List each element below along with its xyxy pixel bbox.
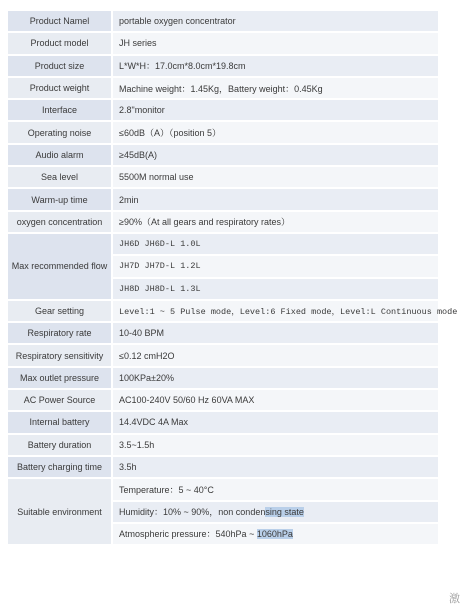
spec-value: 2min xyxy=(113,189,438,209)
humidity-text: Humidity：10% ~ 90%，non conden xyxy=(119,507,266,518)
spec-label: Suitable environment xyxy=(8,479,111,544)
spec-row xyxy=(8,368,438,388)
text-highlight: 1060hPa xyxy=(256,529,293,540)
spec-row xyxy=(8,345,438,365)
spec-row xyxy=(8,234,438,254)
spec-row xyxy=(8,301,438,321)
spec-value: ≥90%（At all gears and respiratory rates） xyxy=(113,212,438,232)
spec-row xyxy=(8,56,438,76)
spec-label: Audio alarm xyxy=(8,145,111,165)
spec-row xyxy=(8,412,438,432)
spec-value: JH6D JH6D-L 1.0L xyxy=(113,234,438,254)
spec-row xyxy=(8,212,438,232)
spec-label: Sea level xyxy=(8,167,111,187)
spec-value: portable oxygen concentrator xyxy=(113,11,438,31)
corner-watermark-text: 激 xyxy=(449,593,460,605)
spec-value: 100KPa±20% xyxy=(113,368,438,388)
spec-label: Respiratory sensitivity xyxy=(8,345,111,365)
spec-row xyxy=(8,33,438,53)
spec-value: Level:1 ~ 5 Pulse mode，Level:6 Fixed mode，Level:L Continuous mode xyxy=(113,301,438,321)
spec-value: 3.5h xyxy=(113,457,438,477)
spec-row xyxy=(8,11,438,31)
spec-row xyxy=(8,122,438,142)
spec-label: Product weight xyxy=(8,78,111,98)
spec-value: JH8D JH8D-L 1.3L xyxy=(113,279,438,299)
spec-value: L*W*H：17.0cm*8.0cm*19.8cm xyxy=(113,56,438,76)
spec-value: JH series xyxy=(113,33,438,53)
spec-label: Warm-up time xyxy=(8,189,111,209)
spec-row xyxy=(8,189,438,209)
spec-row xyxy=(8,78,438,98)
spec-label: Interface xyxy=(8,100,111,120)
spec-value: Temperature：5 ~ 40°C xyxy=(113,479,438,499)
spec-row xyxy=(8,479,438,499)
spec-row xyxy=(8,100,438,120)
spec-value: 3.5~1.5h xyxy=(113,435,438,455)
spec-row xyxy=(8,457,438,477)
spec-label: Battery charging time xyxy=(8,457,111,477)
spec-label: Max outlet pressure xyxy=(8,368,111,388)
spec-value: AC100-240V 50/60 Hz 60VA MAX xyxy=(113,390,438,410)
spec-value: 5500M normal use xyxy=(113,167,438,187)
spec-value: ≥45dB(A) xyxy=(113,145,438,165)
spec-label: Respiratory rate xyxy=(8,323,111,343)
spec-value xyxy=(113,524,438,544)
spec-row xyxy=(8,167,438,187)
spec-row xyxy=(8,435,438,455)
spec-value: JH7D JH7D-L 1.2L xyxy=(113,256,438,276)
spec-table xyxy=(6,9,458,546)
spec-label: Max recommended flow xyxy=(8,234,111,299)
spec-label: Operating noise xyxy=(8,122,111,142)
spec-label: oxygen concentration xyxy=(8,212,111,232)
spec-label: Product Namel xyxy=(8,11,111,31)
spec-label: Product model xyxy=(8,33,111,53)
spec-value: ≤0.12 cmH2O xyxy=(113,345,438,365)
pressure-text: Atmospheric pressure：540hPa ~ xyxy=(119,529,257,540)
spec-row xyxy=(8,390,438,410)
spec-label: Internal battery xyxy=(8,412,111,432)
spec-value: 14.4VDC 4A Max xyxy=(113,412,438,432)
text-highlight: sing state xyxy=(265,507,304,518)
spec-row xyxy=(8,323,438,343)
spec-label: Product size xyxy=(8,56,111,76)
spec-label: Gear setting xyxy=(8,301,111,321)
spec-label: AC Power Source xyxy=(8,390,111,410)
spec-value xyxy=(113,502,438,522)
spec-row xyxy=(8,145,438,165)
spec-value: ≤60dB（A）（position 5） xyxy=(113,122,438,142)
spec-value: Machine weight：1.45Kg，Battery weight：0.45Kg xyxy=(113,78,438,98)
spec-value: 2.8"monitor xyxy=(113,100,438,120)
spec-value: 10-40 BPM xyxy=(113,323,438,343)
spec-label: Battery duration xyxy=(8,435,111,455)
